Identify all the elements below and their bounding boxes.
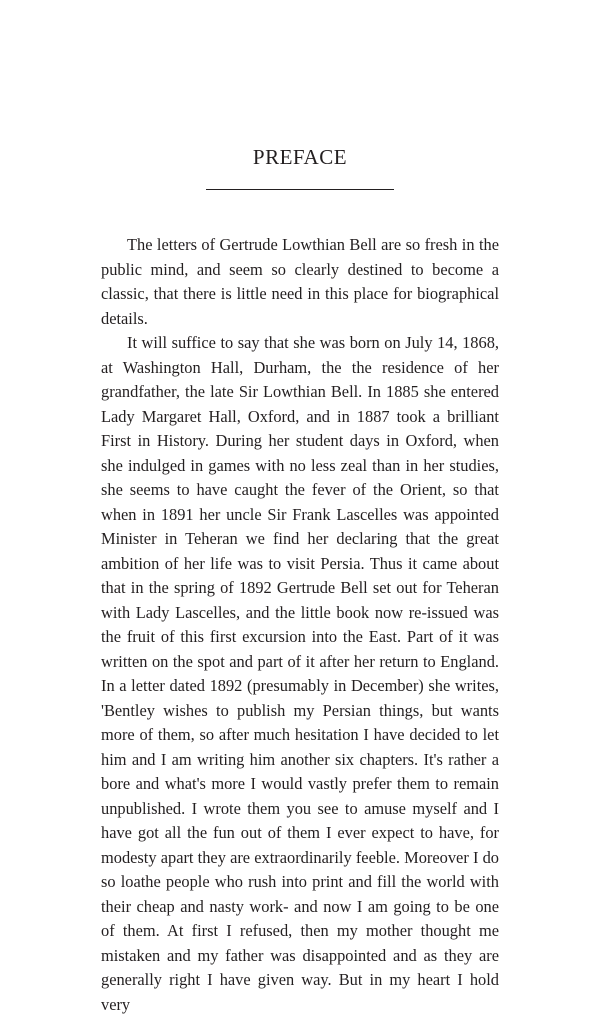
paragraph-2: It will suffice to say that she was born on July 14, 1868, at Washington Hall, Durham, the the residence of her grandfather, the late Sir Lowthian Bell. In 1885 she entered Lady Margaret Hall, Oxford, and in 1887 took a brilliant First in History. During her student days in Oxford, when she indulged in games with no less zeal than in her studies, she seems to have caught the fever of the Orient, so that when in 1891 her uncle Sir Frank Lascelles was appointed Minister in Teheran we find her declaring that the great ambition of her life was to visit Persia. Thus it came about that in the spring of 1892 Gertrude Bell set out for Teheran with Lady Lascelles, and the little book now re-issued was the fruit of this first excursion into the East. Part of it was written on the spot and part of it after her return to England. In a letter dated 1892 (presumably in December) she writes, 'Bentley wishes to publish my Persian things, but wants more of them, so after much hesitation I have decided to let him and I am writing him another six chapters. It's rather a bore and what's more I would vastly prefer them to remain unpublished. I wrote them you see to amuse myself and I have got all the fun out of them I ever expect to have, for modesty apart they are extraordinarily feeble. Moreover I do so loathe people who rush into print and fill the world with their cheap and nasty work- and now I am going to be one of them. At first I refused, then my mother thought me mistaken and my father was disappointed and as they are generally right I have given way. But in my heart I hold very (101, 333, 499, 1014)
paragraph-1: The letters of Gertrude Lowthian Bell are so fresh in the public mind, and seem so clearly destined to become a classic, that there is little need in this place for biographical details. (101, 235, 499, 328)
title-underline-rule (206, 189, 394, 190)
preface-body (101, 233, 499, 1017)
page-title: PREFACE (252, 145, 348, 169)
